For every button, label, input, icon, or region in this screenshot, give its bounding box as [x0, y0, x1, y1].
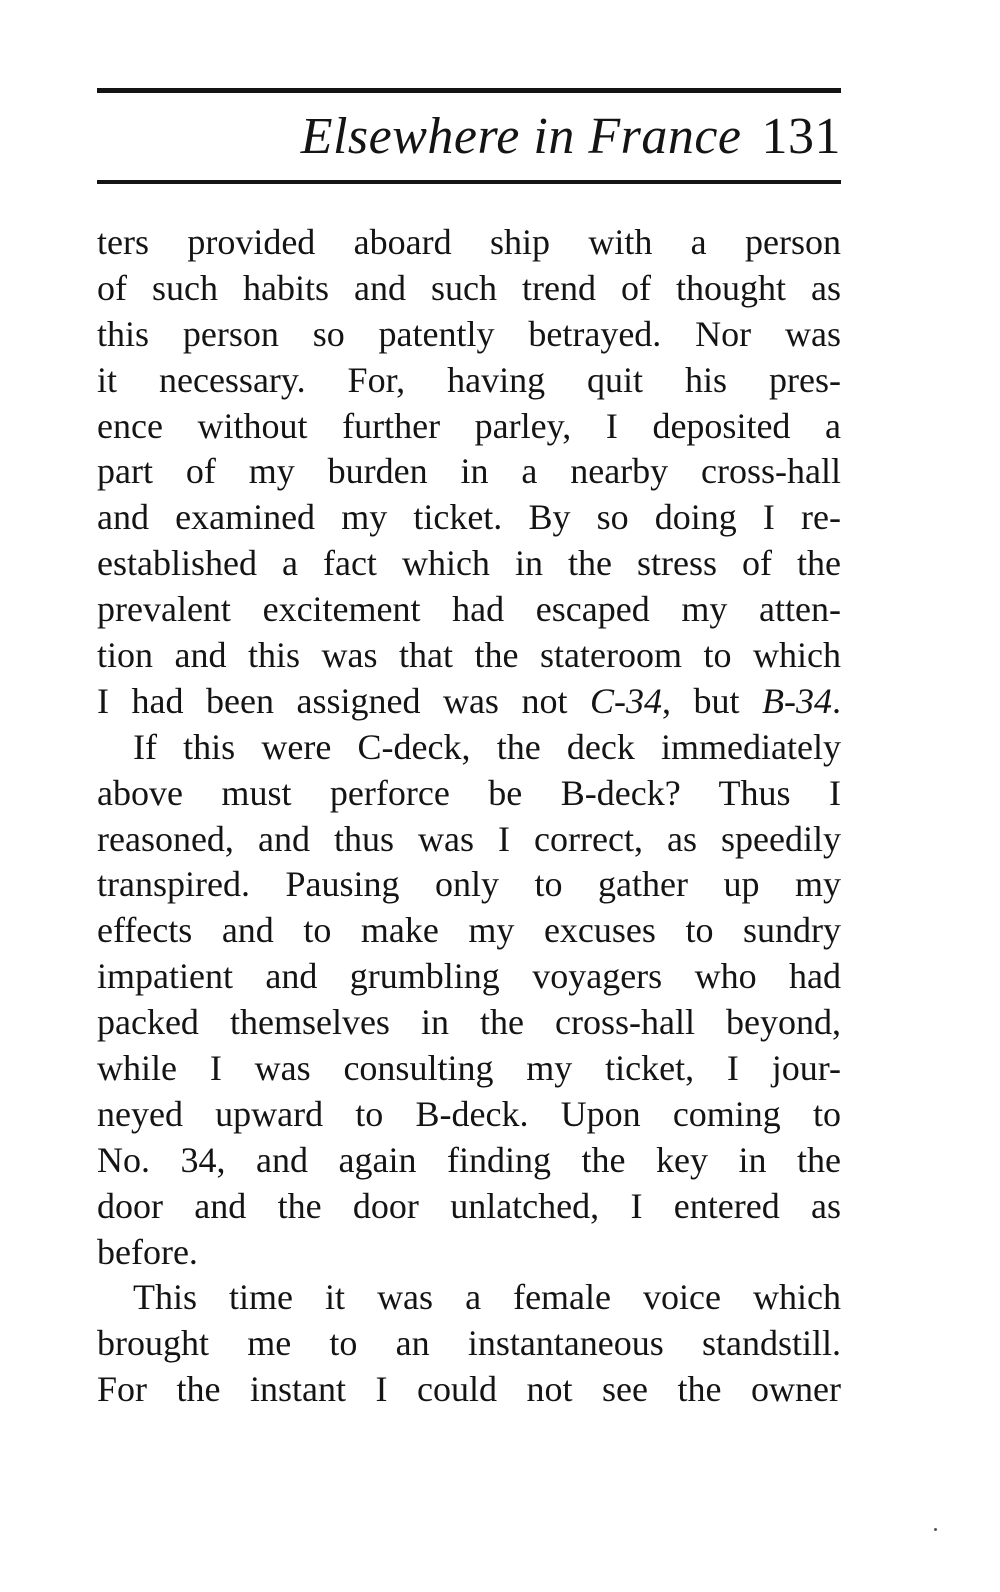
text-line: door and the door unlatched, I entered as — [97, 1185, 841, 1226]
running-head — [97, 104, 841, 170]
text-line-rooms — [97, 679, 841, 725]
text-line: impatient and grumbling voyagers who had — [97, 956, 841, 997]
text-fragment: I had been assigned was not — [97, 680, 590, 721]
text-line: while I was consulting my ticket, I jour- — [97, 1048, 841, 1089]
text-line: before. — [97, 1231, 198, 1272]
text-line: No. 34, and again finding the key in the — [97, 1139, 841, 1180]
text-line: above must perforce be B-deck? Thus I — [97, 772, 841, 813]
text-line: this person so patently betrayed. Nor was — [97, 313, 841, 354]
running-head-title: Elsewhere in France — [300, 108, 742, 165]
text-line: reasoned, and thus was I correct, as speedily — [97, 818, 841, 859]
text-line: ence without further parley, I deposited a — [97, 405, 841, 446]
text-line: For the instant I could not see the owner — [97, 1369, 841, 1410]
text-line: brought me to an instantaneous standstill. — [97, 1323, 841, 1364]
scan-speck — [934, 1528, 937, 1531]
text-line: transpired. Pausing only to gather up my — [97, 864, 841, 905]
page-number: 131 — [761, 108, 841, 165]
body-text — [97, 220, 841, 1413]
text-fragment: . — [832, 680, 841, 721]
text-line: prevalent excitement had escaped my atten- — [97, 589, 841, 630]
text-line: tion and this was that the stateroom to which — [97, 635, 841, 676]
text-line: neyed upward to B-deck. Upon coming to — [97, 1093, 841, 1134]
text-line: of such habits and such trend of thought as — [97, 267, 841, 308]
header-rule-top — [97, 88, 841, 93]
text-line: This time it was a female voice which — [133, 1277, 841, 1318]
text-line: established a fact which in the stress of the — [97, 543, 841, 584]
text-line: part of my burden in a nearby cross-hall — [97, 451, 841, 492]
text-line: and examined my ticket. By so doing I re- — [97, 497, 841, 538]
text-fragment: , but — [661, 680, 763, 721]
room-number-b34: B-34 — [762, 680, 832, 721]
text-line: it necessary. For, having quit his pres- — [97, 359, 841, 400]
text-line: If this were C-deck, the deck immediately — [133, 726, 841, 767]
text-line: effects and to make my excuses to sundry — [97, 910, 841, 951]
text-line: packed themselves in the cross-hall beyond, — [97, 1002, 841, 1043]
header-rule-bottom — [97, 180, 841, 184]
text-line: ters provided aboard ship with a person — [97, 222, 841, 262]
room-number-c34: C-34 — [589, 680, 662, 721]
